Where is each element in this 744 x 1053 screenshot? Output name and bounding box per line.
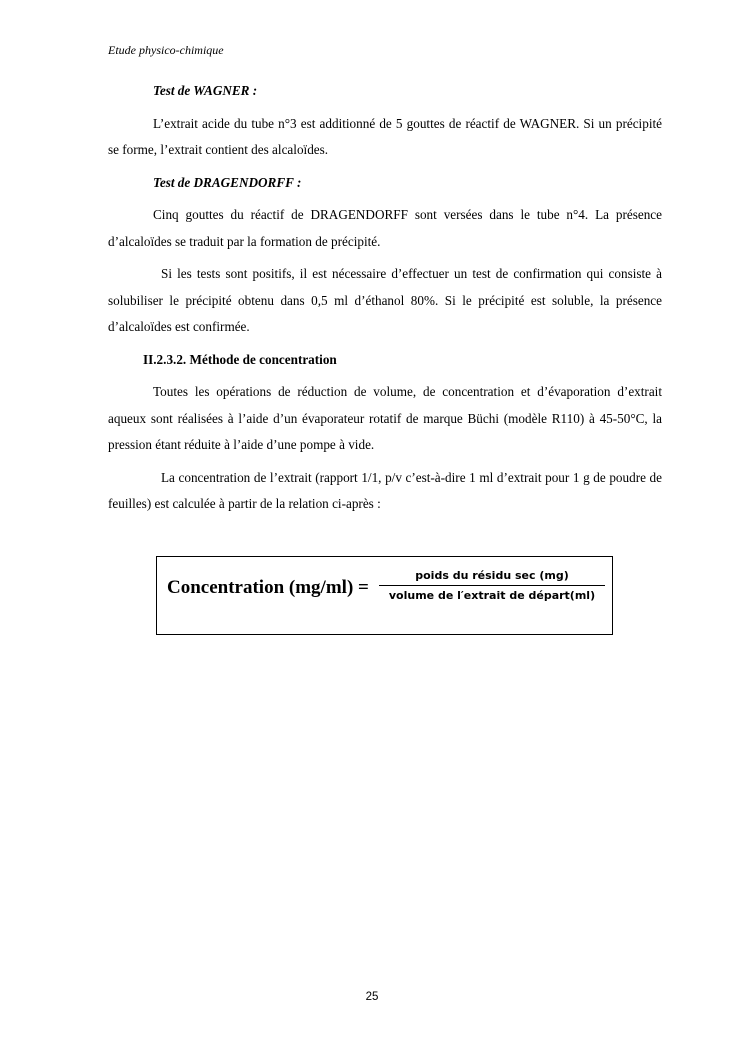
confirmation-paragraph: Si les tests sont positifs, il est nécessaire d’effectuer un test de confirmation qui consiste à solubiliser le précipité obtenu dans 0,5 ml d’éthanol 80%. Si le précipité est soluble, la présence d’alcaloïdes est confirmée. (108, 266, 662, 334)
formula-left-side: Concentration (mg/ml) = (167, 577, 369, 598)
dragendorff-test-heading: Test de DRAGENDORFF : (153, 174, 302, 190)
dragendorff-test-paragraph: Cinq gouttes du réactif de DRAGENDORFF sont versées dans le tube n°4. La présence d’alcaloïdes se traduit par la formation de précipité. (108, 207, 662, 249)
formula-numerator: poids du résidu sec (mg) (379, 569, 605, 586)
concentration-calculation-paragraph: La concentration de l’extrait (rapport 1/1, p/v c’est-à-dire 1 ml d’extrait pour 1 g de poudre de feuilles) est calculée à partir de la relation ci-après : (108, 469, 662, 511)
wagner-test-heading: Test de WAGNER : (153, 83, 258, 98)
formula-fraction (379, 569, 605, 602)
page-body (108, 78, 662, 524)
concentration-formula-box (156, 556, 613, 635)
running-header: Etude physico-chimique (108, 43, 224, 57)
page-number: 25 (365, 991, 379, 1003)
concentration-method-paragraph: Toutes les opérations de réduction de volume, de concentration et d’évaporation d’extrait aqueux sont réalisées à l’aide d’un évaporateur rotatif de marque Büchi (modèle R110) à 45-50°C, la pression étant réduite à l’aide d’une pompe à vide. (108, 384, 662, 452)
formula-denominator: volume de l′extrait de départ(ml) (388, 589, 596, 602)
concentration-method-heading: II.2.3.2. Méthode de concentration (143, 351, 337, 367)
wagner-test-paragraph: L’extrait acide du tube n°3 est additionné de 5 gouttes de réactif de WAGNER. Si un précipité se forme, l’extrait contient des alcaloïdes. (108, 115, 662, 157)
